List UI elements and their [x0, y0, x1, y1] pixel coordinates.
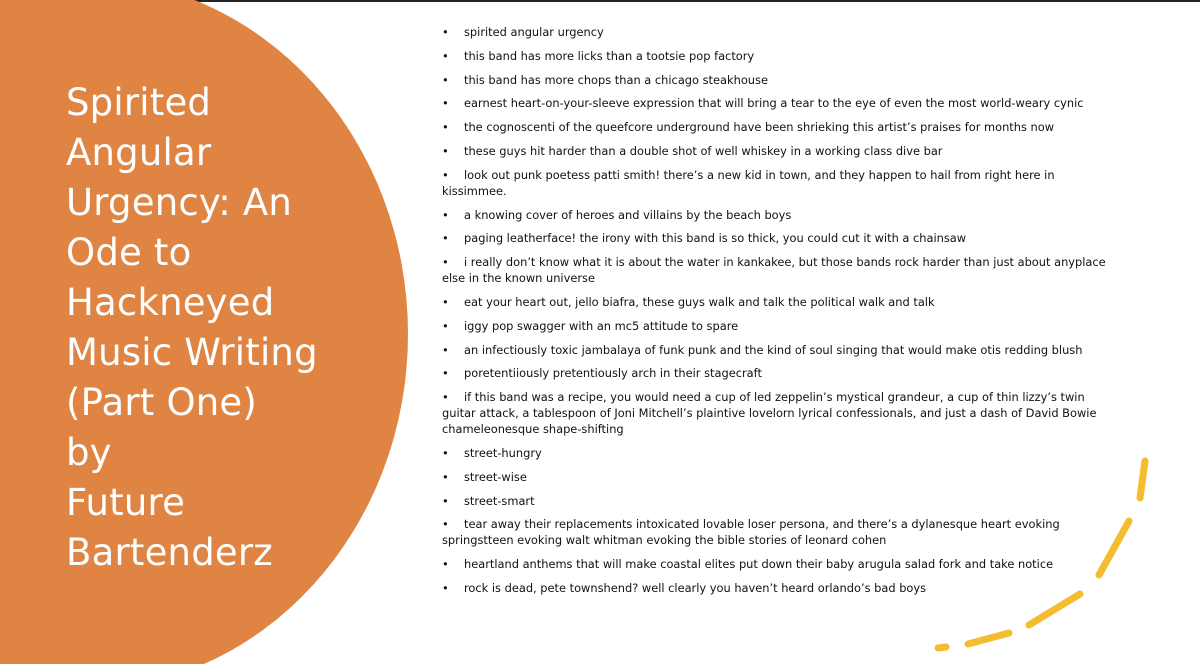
bullet-dot-icon: • — [442, 342, 449, 357]
bullet-dot-icon: • — [442, 255, 449, 270]
bullet-dot-icon: • — [442, 390, 449, 405]
bullet-text: an infectiously toxic jambalaya of funk punk and the kind of soul singing that would make otis redding blush — [464, 342, 1083, 357]
bullet-text: this band has more chops than a chicago steakhouse — [464, 72, 768, 87]
bullet-dot-icon: • — [442, 48, 449, 63]
bullet-text: rock is dead, pete townshend? well clearly you haven’t heard orlando’s bad boys — [464, 580, 927, 595]
bullet-dot-icon: • — [442, 294, 449, 309]
bullet-dot-icon: • — [442, 231, 449, 246]
bullet-dot-icon: • — [442, 120, 449, 135]
dash-segment — [938, 647, 946, 648]
bullet-dot-icon: • — [442, 143, 449, 158]
bullet-item — [442, 516, 1112, 548]
bullet-dot-icon: • — [442, 318, 449, 333]
bullet-dot-icon: • — [442, 167, 449, 182]
bullet-item — [442, 230, 1112, 246]
bullet-text: poretentiiously pretentiously arch in their stagecraft — [464, 366, 762, 381]
bullet-item — [442, 48, 1112, 64]
bullet-text: street-hungry — [464, 445, 542, 460]
bullet-item — [442, 556, 1112, 572]
bullet-dot-icon: • — [442, 517, 449, 532]
bullet-item — [442, 143, 1112, 159]
bullet-item — [442, 207, 1112, 223]
bullet-item — [442, 580, 1112, 596]
bullet-text: spirited angular urgency — [464, 25, 604, 39]
dash-segment — [968, 633, 1009, 644]
bullet-text: iggy pop swagger with an mc5 attitude to spare — [464, 318, 739, 333]
bullet-item — [442, 95, 1112, 111]
bullet-text: i really don’t know what it is about the water in kankakee, but those bands rock harder than just about anyplace else in the known universe — [442, 255, 1106, 286]
bullet-dot-icon: • — [442, 207, 449, 222]
bullet-text: these guys hit harder than a double shot of well whiskey in a working class dive bar — [464, 143, 943, 158]
bullet-dot-icon: • — [442, 469, 449, 484]
bullet-dot-icon: • — [442, 72, 449, 87]
bullet-item — [442, 72, 1112, 88]
bullet-dot-icon: • — [442, 445, 449, 460]
bullet-dot-icon: • — [442, 557, 449, 572]
bullet-text: heartland anthems that will make coastal elites put down their baby arugula salad fork and take notice — [464, 557, 1054, 572]
bullet-text: street-smart — [464, 493, 535, 508]
bullet-dot-icon: • — [442, 580, 449, 595]
slide-title: Spirited Angular Urgency: An Ode to Hackneyed Music Writing (Part One) by Future Bartenderz — [66, 81, 318, 574]
bullet-item — [442, 445, 1112, 461]
bullet-text: street-wise — [464, 469, 527, 484]
bullet-text: if this band was a recipe, you would need a cup of led zeppelin’s mystical grandeur, a cup of thin lizzy’s twin guitar attack, a tablespoon of Joni Mitchell’s plaintive lovelorn lyrical confessionals, and just a dash of David Bowie chameleonesque shape-shifting — [442, 390, 1097, 437]
bullet-dot-icon: • — [442, 96, 449, 111]
bullet-text: paging leatherface! the irony with this band is so thick, you could cut it with a chainsaw — [464, 231, 967, 246]
bullet-item — [442, 24, 1112, 40]
bullet-item — [442, 469, 1112, 485]
bullet-text: eat your heart out, jello biafra, these guys walk and talk the political walk and talk — [464, 294, 935, 309]
bullet-text: tear away their replacements intoxicated lovable loser persona, and there’s a dylanesque heart evoking springstteen evoking walt whitman evoking the bible stories of leonard cohen — [442, 517, 1060, 548]
bullet-item — [442, 294, 1112, 310]
bullet-text: this band has more licks than a tootsie pop factory — [464, 48, 755, 63]
bullet-dot-icon: • — [442, 493, 449, 508]
bullet-list — [442, 24, 1112, 604]
bullet-dot-icon: • — [442, 25, 449, 39]
bullet-dot-icon: • — [442, 366, 449, 381]
bullet-item — [442, 342, 1112, 358]
bullet-item — [442, 318, 1112, 334]
bullet-item — [442, 119, 1112, 135]
bullet-item — [442, 167, 1112, 199]
dash-segment — [1140, 461, 1145, 498]
bullet-item — [442, 254, 1112, 286]
bullet-text: the cognoscenti of the queefcore underground have been shrieking this artist’s praises for months now — [464, 120, 1055, 135]
bullet-item — [442, 365, 1112, 381]
bullet-text: a knowing cover of heroes and villains by the beach boys — [464, 207, 792, 222]
bullet-item — [442, 389, 1112, 437]
bullet-text: look out punk poetess patti smith! there’s a new kid in town, and they happen to hail from right here in kissimmee. — [442, 167, 1055, 198]
bullet-text: earnest heart-on-your-sleeve expression that will bring a tear to the eye of even the most world-weary cynic — [464, 96, 1084, 111]
bullet-item — [442, 493, 1112, 509]
